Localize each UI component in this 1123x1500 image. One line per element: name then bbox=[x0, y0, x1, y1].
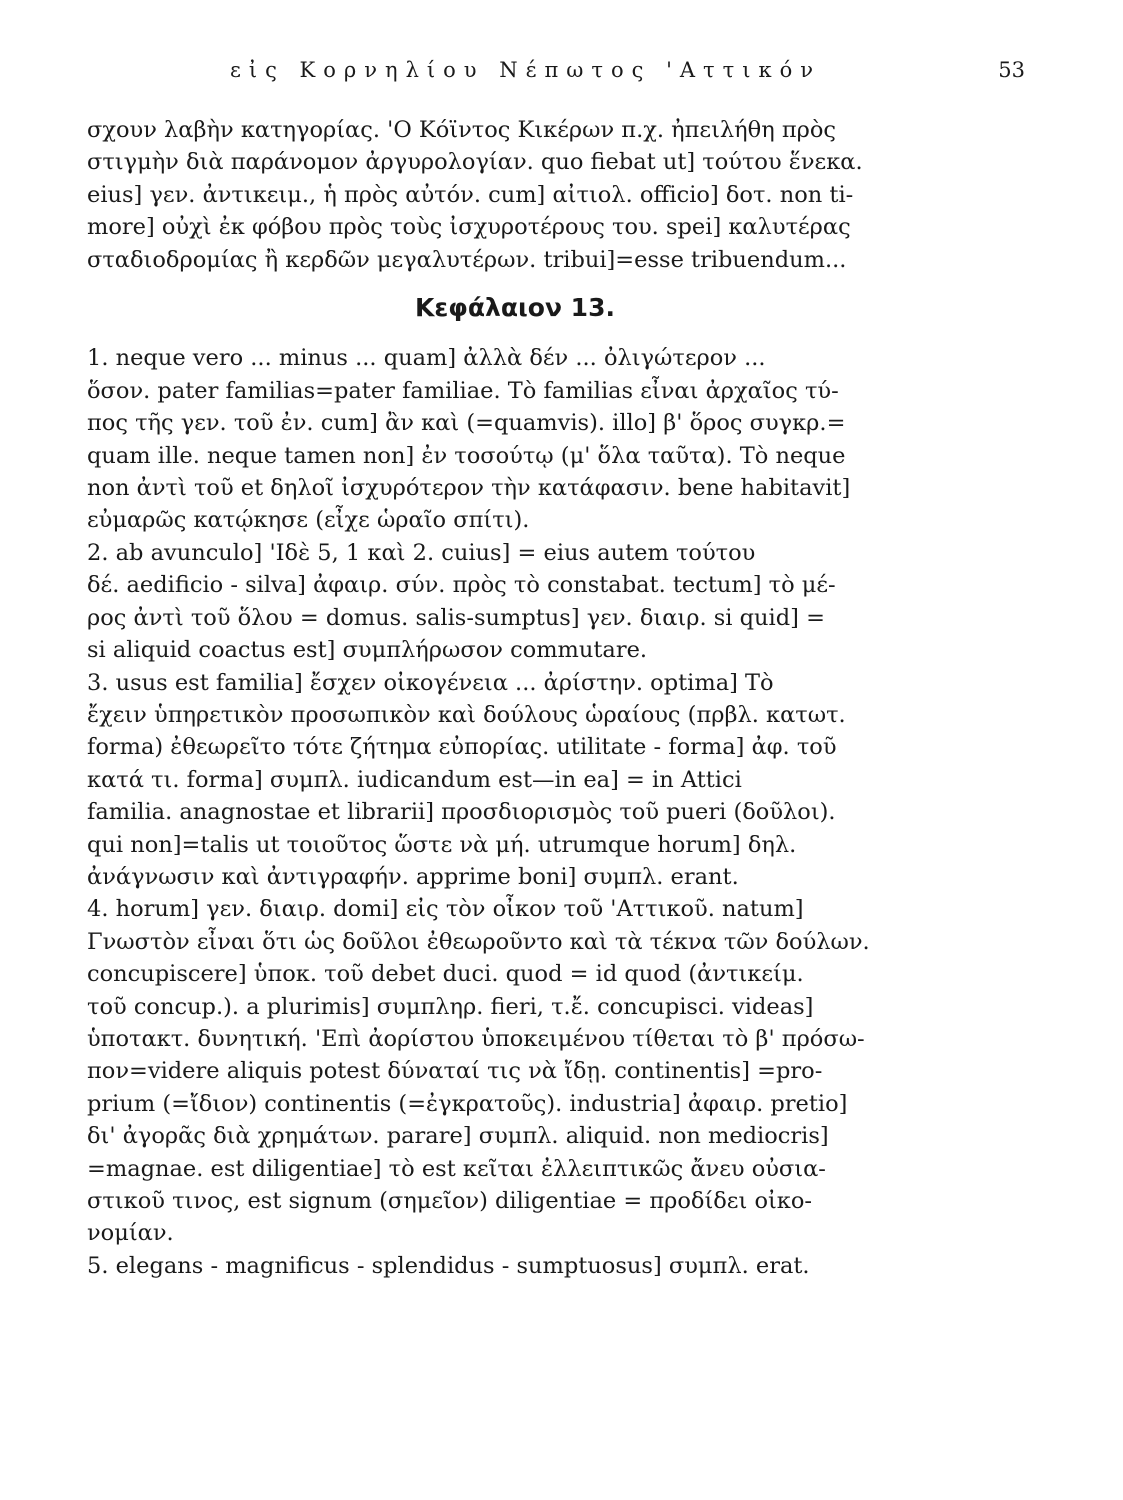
paragraph-3-line: qui non]=talis ut τοιοῦτος ὥστε νὰ μή. utrumque horum] δηλ. bbox=[87, 831, 797, 858]
paragraph-4-line: στικοῦ τινος, est signum (σημεῖον) diligentiae = προδίδει οἰκο- bbox=[87, 1188, 813, 1214]
text-line: σταδιοδρομίας ἢ κερδῶν μεγαλυτέρων. tribui]=esse tribuendum... bbox=[87, 246, 847, 273]
paragraph-2-line: ρος ἀντὶ τοῦ ὅλου = domus. salis-sumptus] γεν. διαιρ. si quid] = bbox=[87, 604, 825, 631]
paragraph-1-line: εὐμαρῶς κατῴκησε (εἶχε ὡραῖο σπίτι). bbox=[87, 507, 530, 534]
paragraph-5-line: 5. elegans - magnificus - splendidus - sumptuosus] συμπλ. erat. bbox=[87, 1252, 810, 1279]
commentary-body bbox=[87, 114, 973, 1282]
paragraph-3-line: 3. usus est familia] ἔσχεν οἰκογένεια ... ἀρίστην. optima] Τὸ bbox=[87, 669, 774, 696]
text-line: στιγμὴν διὰ παράνομον ἀργυρολογίαν. quo fiebat ut] τούτου ἕνεκα. bbox=[87, 149, 863, 176]
paragraph-4-line: νομίαν. bbox=[87, 1220, 174, 1247]
paragraph-1-line: 1. neque vero ... minus ... quam] ἀλλὰ δέν ... ὀλιγώτερον ... bbox=[87, 345, 766, 372]
paragraph-1-line: πος τῆς γεν. τοῦ ἐν. cum] ἂν καὶ (=quamvis). illo] β' ὅρος συγκρ.= bbox=[87, 410, 846, 437]
paragraph-3-line: ἔχειν ὑπηρετικὸν προσωπικὸν καὶ δούλους ὡραίους (πρβλ. κατωτ. bbox=[87, 701, 846, 728]
paragraph-4-line: ὑποτακτ. δυνητική. 'Επὶ ἀορίστου ὑποκειμένου τίθεται τὸ β' πρόσω- bbox=[87, 1025, 865, 1052]
paragraph-4-line: prium (=ἴδιον) continentis (=ἐγκρατοῦς). industria] ἀφαιρ. pretio] bbox=[87, 1090, 848, 1117]
text-line: σχουν λαβὴν κατηγορίας. 'Ο Κόϊντος Κικέρων π.χ. ἠπειλήθη πρὸς bbox=[87, 117, 836, 143]
paragraph-4-line: δι' ἀγορᾶς διὰ χρημάτων. parare] συμπλ. aliquid. non mediocris] bbox=[87, 1123, 829, 1150]
paragraph-4-line: τοῦ concup.). a plurimis] συμπληρ. fieri, τ.ἔ. concupisci. videas] bbox=[87, 993, 814, 1020]
running-title: εἰς Κορνηλίου Νέπωτος 'Αττικόν bbox=[230, 58, 822, 82]
paragraph-3-line: forma) ἐθεωρεῖτο τότε ζήτημα εὐπορίας. utilitate - forma] ἀφ. τοῦ bbox=[87, 734, 837, 761]
paragraph-3-line: ἀνάγνωσιν καὶ ἀντιγραφήν. apprime boni] συμπλ. erant. bbox=[87, 863, 739, 890]
paragraph-4-line: πον=videre aliquis potest δύναταί τις νὰ ἴδῃ. continentis] =pro- bbox=[87, 1058, 823, 1085]
paragraph-3-line: familia. anagnostae et librarii] προσδιορισμὸς τοῦ pueri (δοῦλοι). bbox=[87, 799, 836, 826]
paragraph-2-line: 2. ab avunculo] 'Ιδὲ 5, 1 καὶ 2. cuius] = eius autem τούτου bbox=[87, 539, 756, 566]
paragraph-4-line: =magnae. est diligentiae] τὸ est κεῖται ἐλλειπτικῶς ἄνευ οὐσια- bbox=[87, 1155, 826, 1182]
paragraph-2-line: δέ. aedificio - silva] ἀφαιρ. σύν. πρὸς τὸ constabat. tectum] τὸ μέ- bbox=[87, 572, 836, 599]
text-line: more] οὐχὶ ἐκ φόβου πρὸς τοὺς ἰσχυροτέρους του. spei] καλυτέρας bbox=[87, 214, 851, 241]
text-line: eius] γεν. ἀντικειμ., ἡ πρὸς αὐτόν. cum] αἰτιολ. officio] δοτ. non ti- bbox=[87, 181, 854, 208]
paragraph-2-line: si aliquid coactus est] συμπλήρωσον commutare. bbox=[87, 637, 648, 664]
paragraph-1-line: quam ille. neque tamen non] ἐν τοσούτῳ (μ' ὅλα ταῦτα). Τὸ neque bbox=[87, 442, 846, 469]
paragraph-1-line: ὅσον. pater familias=pater familiae. Τὸ familias εἶναι ἀρχαῖος τύ- bbox=[87, 377, 839, 404]
paragraph-1-line: non ἀντὶ τοῦ et δηλοῖ ἰσχυρότερον τὴν κατάφασιν. bene habitavit] bbox=[87, 475, 851, 502]
page-number: 53 bbox=[998, 58, 1025, 82]
paragraph-4-line: 4. horum] γεν. διαιρ. domi] εἰς τὸν οἶκον τοῦ 'Αττικοῦ. natum] bbox=[87, 896, 804, 923]
paragraph-4-line: Γνωστὸν εἶναι ὅτι ὡς δοῦλοι ἐθεωροῦντο καὶ τὰ τέκνα τῶν δούλων. bbox=[87, 928, 870, 955]
paragraph-4-line: concupiscere] ὑποκ. τοῦ debet duci. quod = id quod (ἀντικείμ. bbox=[87, 961, 804, 988]
chapter-heading: Κεφάλαιον 13. bbox=[415, 293, 615, 323]
paragraph-3-line: κατά τι. forma] συμπλ. iudicandum est—in ea] = in Attici bbox=[87, 766, 742, 793]
running-head bbox=[0, 58, 1123, 98]
